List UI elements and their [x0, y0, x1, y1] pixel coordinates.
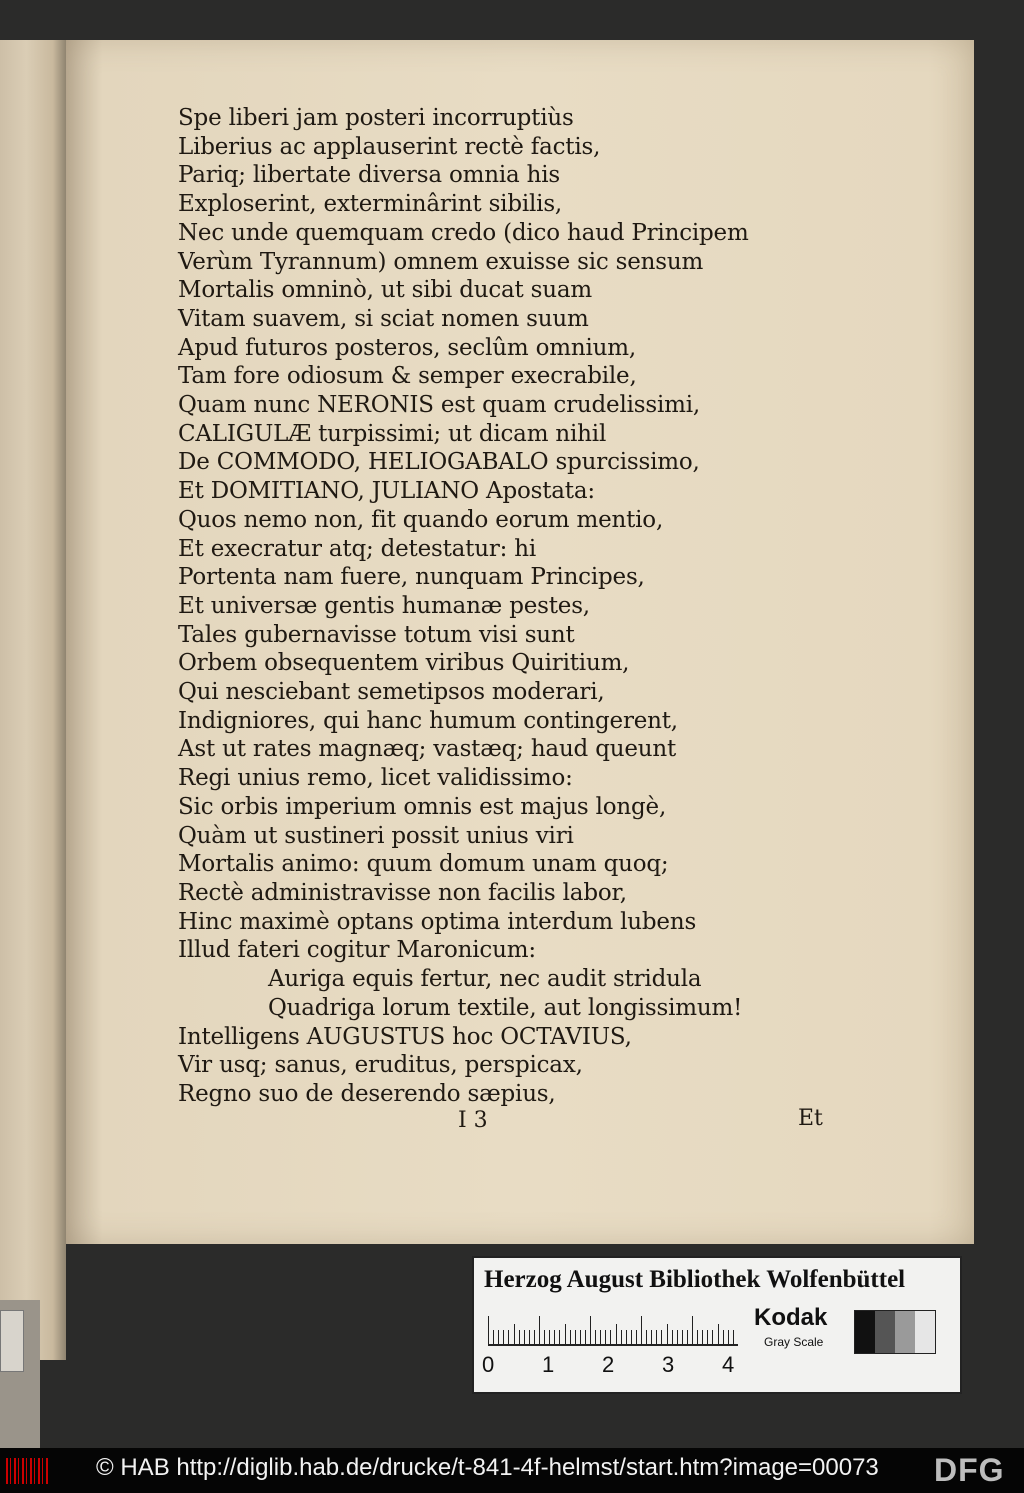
- ruler-tick: [682, 1330, 683, 1344]
- ruler: [488, 1314, 738, 1346]
- text-line: Nec unde quemquam credo (dico haud Principem: [178, 219, 749, 246]
- text-line: Indigniores, qui hanc humum contingerent,: [178, 707, 678, 734]
- ruler-tick: [493, 1330, 494, 1344]
- ruler-tick: [707, 1330, 708, 1344]
- text-line: Sic orbis imperium omnis est majus longè,: [178, 793, 667, 820]
- ruler-tick: [636, 1330, 637, 1344]
- text-line: CALIGULÆ turpissimi; ut dicam nihil: [178, 420, 607, 447]
- ruler-tick: [503, 1330, 504, 1344]
- ruler-tick: [585, 1330, 586, 1344]
- text-line: Spe liberi jam posteri incorruptiùs: [178, 105, 574, 131]
- ruler-tick: [534, 1330, 535, 1344]
- ruler-number: 1: [542, 1352, 555, 1377]
- text-line: Auriga equis fertur, nec audit stridula: [268, 966, 702, 993]
- text-line: Quos nemo non, fit quando eorum mentio,: [178, 506, 664, 533]
- ruler-tick: [702, 1330, 703, 1344]
- ruler-tick: [687, 1330, 688, 1344]
- ruler-tick: [626, 1330, 627, 1344]
- ruler-tick: [733, 1330, 734, 1344]
- text-line: Rectè administravisse non facilis labor,: [178, 879, 627, 906]
- ruler-tick: [692, 1316, 693, 1344]
- ruler-tick: [580, 1330, 581, 1344]
- ruler-tick: [672, 1330, 673, 1344]
- ruler-tick: [524, 1330, 525, 1344]
- ruler-tick: [723, 1330, 724, 1344]
- ruler-tick: [488, 1316, 489, 1344]
- page-text: [178, 104, 749, 1109]
- text-line: Quadriga lorum textile, aut longissimum!: [268, 994, 743, 1021]
- ruler-tick: [539, 1316, 540, 1344]
- ruler-tick: [641, 1316, 642, 1344]
- gray-patch: [895, 1311, 915, 1353]
- text-line: Vitam suavem, si sciat nomen suum: [178, 305, 589, 332]
- ruler-tick: [631, 1330, 632, 1344]
- ruler-tick: [554, 1330, 555, 1344]
- ruler-tick: [718, 1324, 719, 1344]
- copyright-link[interactable]: © HAB http://diglib.hab.de/drucke/t-841-4f-helmst/start.htm?image=00073: [96, 1454, 879, 1481]
- ruler-tick: [549, 1330, 550, 1344]
- ruler-tick: [519, 1330, 520, 1344]
- ruler-tick: [656, 1330, 657, 1344]
- ruler-tick: [651, 1330, 652, 1344]
- ruler-tick: [570, 1330, 571, 1344]
- text-line: Qui nesciebant semetipsos moderari,: [178, 679, 605, 706]
- text-line: Et execratur atq; detestatur: hi: [178, 535, 537, 562]
- ruler-tick: [559, 1330, 560, 1344]
- left-label-tag: [0, 1310, 24, 1372]
- text-line: Tales gubernavisse totum visi sunt: [178, 621, 575, 648]
- gray-patch: [855, 1311, 875, 1353]
- gray-patch: [915, 1311, 935, 1353]
- catchword: Et: [798, 1106, 823, 1131]
- ruler-tick: [621, 1330, 622, 1344]
- ruler-tick: [600, 1330, 601, 1344]
- barcode-icon: [6, 1458, 48, 1484]
- left-page-edge: [0, 40, 66, 1360]
- ruler-tick: [616, 1324, 617, 1344]
- text-line: Liberius ac applauserint rectè factis,: [178, 133, 601, 160]
- ruler-tick: [697, 1330, 698, 1344]
- text-line: Vir usq; sanus, eruditus, perspicax,: [178, 1052, 583, 1079]
- text-line: Et universæ gentis humanæ pestes,: [178, 592, 590, 619]
- ruler-tick: [667, 1324, 668, 1344]
- dfg-logo: DFG: [934, 1452, 1005, 1488]
- text-line: Apud futuros posteros, seclûm omnium,: [178, 334, 636, 361]
- text-line: Illud fateri cogitur Maronicum:: [178, 937, 536, 964]
- ruler-tick: [514, 1324, 515, 1344]
- gray-patch: [875, 1311, 895, 1353]
- gray-scale-patches: [854, 1310, 936, 1354]
- ruler-tick: [508, 1330, 509, 1344]
- ruler-tick: [529, 1330, 530, 1344]
- text-line: Regno suo de deserendo sæpius,: [178, 1080, 556, 1107]
- color-scale-card: [472, 1256, 962, 1394]
- kodak-subtitle: Gray Scale: [764, 1335, 824, 1349]
- text-line: Hinc maximè optans optima interdum lubens: [178, 908, 697, 935]
- ruler-tick: [605, 1330, 606, 1344]
- ruler-tick: [661, 1330, 662, 1344]
- ruler-tick: [677, 1330, 678, 1344]
- ruler-number: 0: [482, 1352, 495, 1377]
- ruler-tick: [498, 1330, 499, 1344]
- card-title: Herzog August Bibliothek Wolfenbüttel: [484, 1266, 906, 1293]
- ruler-tick: [565, 1324, 566, 1344]
- ruler-number: 3: [662, 1352, 675, 1377]
- text-line: Mortalis omninò, ut sibi ducat suam: [178, 277, 593, 304]
- text-line: Tam fore odiosum & semper execrabile,: [178, 363, 637, 390]
- text-line: Intelligens AUGUSTUS hoc OCTAVIUS,: [178, 1023, 632, 1050]
- ruler-tick: [544, 1330, 545, 1344]
- text-line: Exploserint, exterminârint sibilis,: [178, 191, 563, 218]
- text-line: Quam nunc NERONIS est quam crudelissimi,: [178, 392, 701, 419]
- text-line: Orbem obsequentem viribus Quiritium,: [178, 650, 630, 677]
- text-line: Portenta nam fuere, nunquam Principes,: [178, 564, 645, 591]
- ruler-tick: [610, 1330, 611, 1344]
- kodak-logo: Kodak: [754, 1304, 828, 1331]
- ruler-tick: [646, 1330, 647, 1344]
- text-line: Et DOMITIANO, JULIANO Apostata:: [178, 478, 595, 505]
- text-line: Verùm Tyrannum) omnem exuisse sic sensum: [178, 248, 704, 275]
- text-line: Ast ut rates magnæq; vastæq; haud queunt: [178, 736, 677, 763]
- ruler-tick: [728, 1330, 729, 1344]
- ruler-tick: [595, 1330, 596, 1344]
- signature-mark: I 3: [458, 1108, 488, 1133]
- text-line: Mortalis animo: quum domum unam quoq;: [178, 851, 669, 878]
- ruler-tick: [590, 1316, 591, 1344]
- text-line: Regi unius remo, licet validissimo:: [178, 765, 573, 792]
- ruler-number: 4: [722, 1352, 735, 1377]
- text-line: Quàm ut sustineri possit unius viri: [178, 822, 574, 849]
- ruler-number: 2: [602, 1352, 615, 1377]
- ruler-tick: [712, 1330, 713, 1344]
- footer-bar: [0, 1448, 1024, 1493]
- text-line: Pariq; libertate diversa omnia his: [178, 162, 560, 189]
- ruler-tick: [575, 1330, 576, 1344]
- text-line: De COMMODO, HELIOGABALO spurcissimo,: [178, 449, 700, 476]
